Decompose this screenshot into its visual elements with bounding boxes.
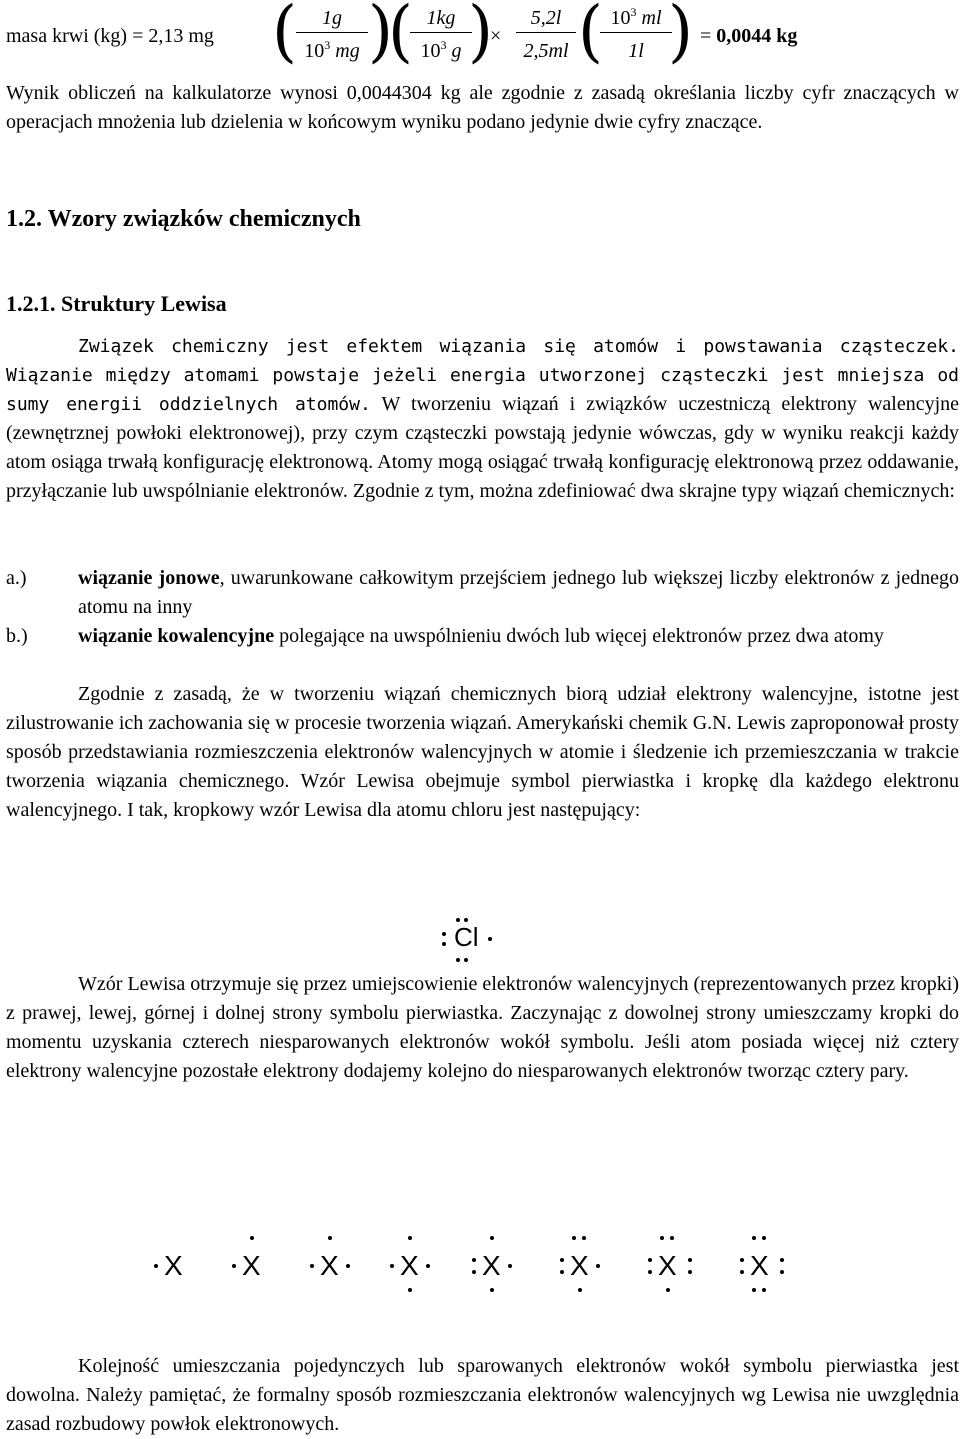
- electron-dot: [688, 1258, 692, 1262]
- section-heading-1-2: 1.2. Wzory związków chemicznych: [6, 206, 361, 232]
- electron-dot: [560, 1258, 564, 1262]
- electron-dot: [752, 1236, 756, 1240]
- formula-result: = 0,0044 kg: [700, 25, 798, 47]
- electron-dot: [752, 1288, 756, 1292]
- electron-dot: [472, 1270, 476, 1274]
- fraction-4: $10^3$ ml 1l: [600, 6, 672, 63]
- lewis-x-5-electrons: [466, 1230, 522, 1300]
- paren-open-1: (: [272, 0, 297, 71]
- x-symbol: X: [320, 1250, 339, 1281]
- electron-dot: [408, 1288, 412, 1292]
- fraction-3: 5,2l 2,5ml: [516, 6, 576, 63]
- x-symbol: X: [658, 1250, 677, 1281]
- electron-dot: [390, 1264, 394, 1268]
- lewis-x-7-electrons: [642, 1230, 702, 1300]
- lewis-dot-series: [0, 1230, 960, 1310]
- electron-dot: [456, 958, 460, 962]
- electron-dot: [464, 918, 468, 922]
- fraction-2: 1kg $10^3$ g: [410, 6, 472, 63]
- paren-close-2: ): [468, 0, 493, 71]
- electron-dot: [780, 1270, 784, 1274]
- electron-dot: [582, 1236, 586, 1240]
- electron-dot: [488, 937, 492, 941]
- rules-paragraph: Wzór Lewisa otrzymuje się przez umiejscowienie elektronów walencyjnych (reprezentowanych przez kropki) z prawej, lewej, górnej i dolnej strony symbolu pierwiastka. Zaczynając z dowolnej strony umieszczamy kropki do momentu uzyskania czterech niesparowanych elektronów wokół symbolu. Jeśli atom posiada więcej niż cztery elektrony walencyjne pozostałe elektrony dodajemy kolejno do niesparowanych elektronów tworząc cztery pary.: [6, 973, 959, 1082]
- electron-dot: [408, 1236, 412, 1240]
- electron-dot: [762, 1236, 766, 1240]
- electron-dot: [232, 1264, 236, 1268]
- intro-serif-text: W tworzeniu wiązań i związków uczestniczą elektrony walencyjne (zewnętrznej powłoki elektronowej), przy czym cząsteczki powstają jedynie wówczas, gdy w wyniku reakcji każdy atom osiąga trwałą konfigurację elektronową. Atomy mogą osiągać trwałą konfigurację elektronową przez oddawanie, przyłączanie lub uwspólnianie elektronów. Zgodnie z tym, można zdefiniować dwa skrajne typy wiązań chemicznych:: [6, 393, 960, 502]
- formula-label: masa krwi (kg) = 2,13 mg: [6, 25, 214, 47]
- paren-close-3: ): [668, 0, 693, 71]
- electron-dot: [442, 932, 446, 936]
- electron-dot: [508, 1264, 512, 1268]
- electron-dot: [490, 1288, 494, 1292]
- intro-mono-text: Związek chemiczny jest efektem wiązania się atomów i powstawania cząsteczek. Wiązanie między atomami powstaje jeżeli energia utworzonej cząsteczki jest mniejsza od sumy energii oddzielnych atomów.: [6, 336, 959, 415]
- paren-close-1: ): [368, 0, 393, 71]
- intro-paragraph: [6, 332, 959, 506]
- electron-dot: [560, 1270, 564, 1274]
- electron-dot: [154, 1264, 158, 1268]
- section-heading-1-2-1: 1.2.1. Struktury Lewisa: [6, 291, 227, 316]
- lewis-x-4-electrons: [384, 1230, 440, 1300]
- electron-dot: [490, 1236, 494, 1240]
- x-symbol: X: [570, 1250, 589, 1281]
- electron-dot: [456, 918, 460, 922]
- paren-open-2: (: [388, 0, 413, 71]
- electron-dot: [648, 1258, 652, 1262]
- chlorine-lewis-structure: [438, 912, 508, 968]
- electron-dot: [648, 1270, 652, 1274]
- electron-dot: [660, 1236, 664, 1240]
- electron-dot: [346, 1264, 350, 1268]
- x-symbol: X: [164, 1250, 183, 1281]
- electron-dot: [310, 1264, 314, 1268]
- paren-open-3: (: [578, 0, 603, 71]
- conversion-formula: [6, 0, 960, 74]
- electron-dot: [670, 1236, 674, 1240]
- times-sign: ×: [490, 25, 502, 47]
- electron-dot: [740, 1270, 744, 1274]
- electron-dot: [572, 1236, 576, 1240]
- electron-dot: [740, 1258, 744, 1262]
- result-paragraph: Wynik obliczeń na kalkulatorze wynosi 0,0044304 kg ale zgodnie z zasadą określania liczby cyfr znaczących w operacjach mnożenia lub dzielenia w końcowym wyniku podano jedynie dwie cyfry znaczące.: [6, 82, 959, 133]
- electron-dot: [328, 1236, 332, 1240]
- lewis-x-1-electron: [148, 1230, 198, 1300]
- electron-dot: [250, 1236, 254, 1240]
- x-symbol: X: [242, 1250, 261, 1281]
- fraction-1: 1g $10^3$ mg: [296, 6, 368, 63]
- electron-dot: [578, 1288, 582, 1292]
- lewis-x-8-electrons: [734, 1230, 794, 1300]
- lewis-x-6-electrons: [554, 1230, 610, 1300]
- electron-dot: [762, 1288, 766, 1292]
- electron-dot: [596, 1264, 600, 1268]
- list-item-ionic: a.) wiązanie jonowe, uwarunkowane całkowitym przejściem jednego lub większej liczby elektronów z jednego atomu na inny: [6, 567, 959, 618]
- electron-dot: [780, 1258, 784, 1262]
- electron-dot: [442, 942, 446, 946]
- electron-dot: [426, 1264, 430, 1268]
- electron-dot: [464, 958, 468, 962]
- x-symbol: X: [482, 1250, 501, 1281]
- electron-dot: [666, 1288, 670, 1292]
- lewis-x-2-electrons: [226, 1230, 276, 1300]
- x-symbol: X: [400, 1250, 419, 1281]
- final-paragraph: Kolejność umieszczania pojedynczych lub sparowanych elektronów wokół symbolu pierwiastka jest dowolna. Należy pamiętać, że formalny sposób rozmieszczania elektronów walencyjnych wg Lewisa nie uwzględnia zasad rozbudowy powłok elektronowych.: [6, 1355, 959, 1435]
- x-symbol: X: [750, 1250, 769, 1281]
- list-item-covalent: b.) wiązanie kowalencyjne polegające na uwspólnieniu dwóch lub więcej elektronów przez dwa atomy: [6, 625, 884, 647]
- lewis-x-3-electrons: [304, 1230, 360, 1300]
- electron-dot: [472, 1258, 476, 1262]
- lewis-paragraph: Zgodnie z zasadą, że w tworzeniu wiązań chemicznych biorą udział elektrony walencyjne, istotne jest zilustrowanie ich zachowania się w procesie tworzenia wiązań. Amerykański chemik G.N. Lewis zaproponował prosty sposób przedstawiania rozmieszczenia elektronów walencyjnych w atomie i śledzenie ich przemieszczania w trakcie tworzenia wiązania chemicznego. Wzór Lewisa obejmuje symbol pierwiastka i kropkę dla każdego elektronu walencyjnego. I tak, kropkowy wzór Lewisa dla atomu chloru jest następujący:: [6, 683, 959, 821]
- electron-dot: [688, 1270, 692, 1274]
- chlorine-symbol: Cl: [454, 922, 479, 952]
